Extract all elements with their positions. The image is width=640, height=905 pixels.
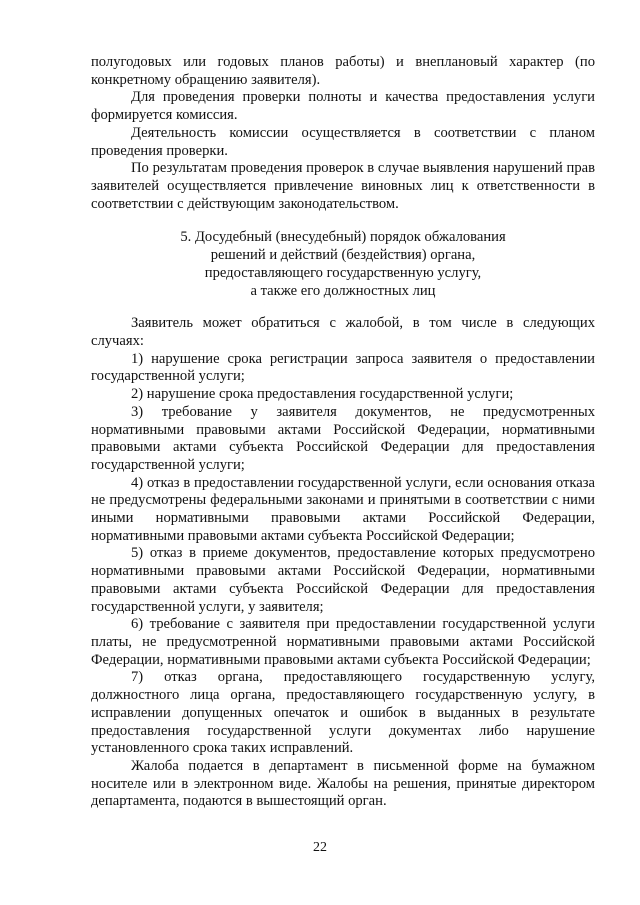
section-heading-line: решений и действий (бездействия) органа, [210, 247, 476, 264]
paragraph-results: По результатам проведения проверок в случае выявления нарушений прав заявителей осуществляется привлечение виновных лиц к ответственности в соответствии с действующим законодательством. [91, 160, 595, 212]
list-item: 5) отказ в приеме документов, предоставление которых предусмотрено нормативными правовыми актами Российской Федерации, нормативными правовыми актами субъекта Российской Федерации для предоставления государственной услуги, у заявителя; [91, 545, 595, 615]
section-heading-line: предоставляющего государственную услугу, [204, 265, 482, 282]
section-heading-line: 5. Досудебный (внесудебный) порядок обжалования [180, 229, 506, 246]
list-item: 4) отказ в предоставлении государственной услуги, если основания отказа не предусмотрены федеральными законами и принятыми в соответствии с ними иными нормативными правовыми актами Российской Федерации, нормативными правовыми актами субъекта Российской Федерации; [91, 474, 595, 544]
section-heading-line: а также его должностных лиц [250, 283, 436, 300]
page-number: 22 [313, 840, 327, 855]
list-item: 7) отказ органа, предоставляющего государственную услугу, должностного лица органа, предоставляющего государственную услугу, в исправлении допущенных опечаток и ошибок в выданных в результате предоставления государственной услуги документах либо нарушение установленного срока таких исправлений. [91, 669, 595, 757]
paragraph-commission-activity: Деятельность комиссии осуществляется в соответствии с планом проведения проверки. [91, 124, 595, 159]
paragraph-commission: Для проведения проверки полноты и качества предоставления услуги формируется комиссия. [91, 89, 595, 124]
paragraph-closing: Жалоба подается в департамент в письменной форме на бумажном носителе или в электронном виде. Жалобы на решения, принятые директором департамента, подаются в вышестоящий орган. [91, 757, 595, 810]
list-item: 2) нарушение срока предоставления государственной услуги; [131, 386, 514, 403]
paragraph-continuation: полугодовых или годовых планов работы) и внеплановый характер (по конкретному обращению заявителя). [91, 54, 595, 88]
section-heading [91, 228, 595, 300]
paragraph-intro: Заявитель может обратиться с жалобой, в том числе в следующих случаях: [91, 315, 595, 350]
list-item: 3) требование у заявителя документов, не предусмотренных нормативными правовыми актами Российской Федерации, нормативными правовыми актами субъекта Российской Федерации для предоставления государственной услуги; [91, 403, 595, 473]
list-item: 6) требование с заявителя при предоставлении государственной услуги платы, не предусмотренной нормативными правовыми актами Российской Федерации, нормативными правовыми актами субъекта Российской Федерации; [91, 616, 595, 668]
page-body [91, 54, 595, 811]
list-item: 1) нарушение срока регистрации запроса заявителя о предоставлении государственной услуги; [91, 350, 595, 385]
